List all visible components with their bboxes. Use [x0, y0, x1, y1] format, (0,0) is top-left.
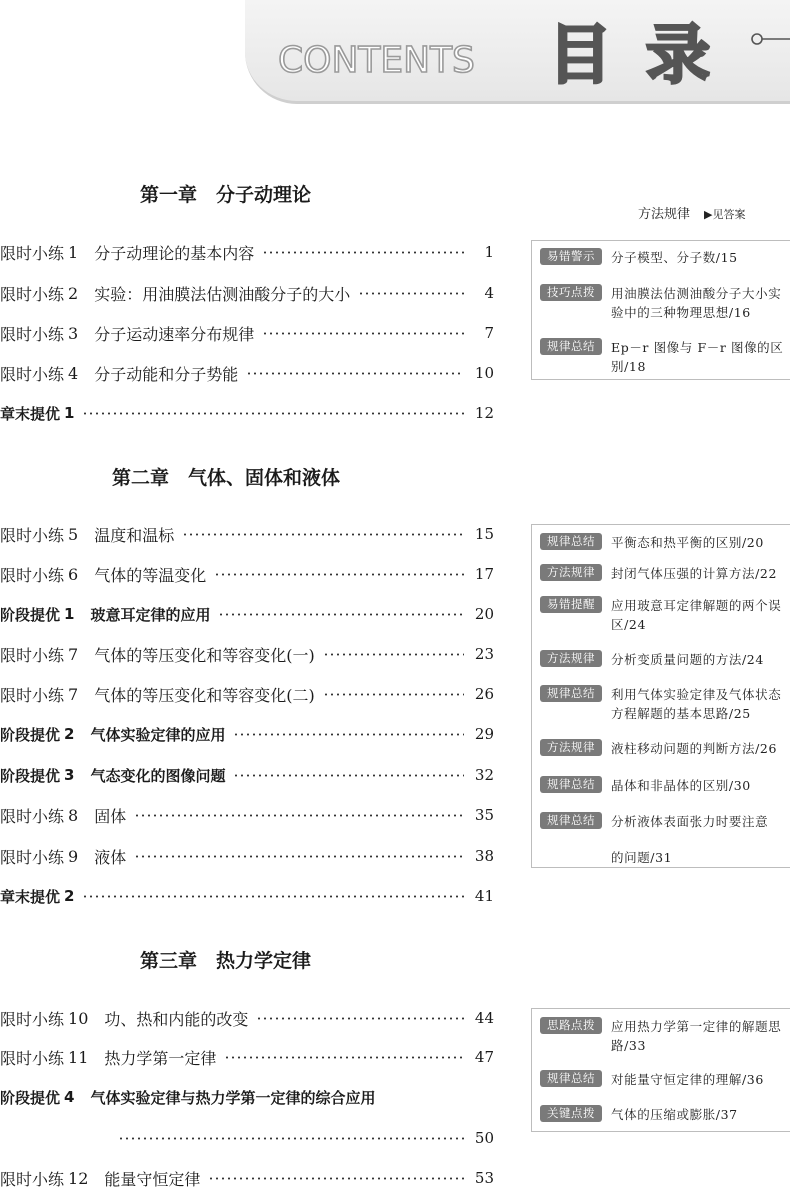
- item-label: 阶段提优: [0, 766, 61, 785]
- item-title: 气体实验定律的应用: [90, 725, 226, 744]
- page-number: 20: [474, 605, 494, 623]
- tip-tag: 方法规律: [540, 739, 602, 756]
- item-number: 4: [68, 363, 79, 383]
- leader-dots: [214, 573, 464, 576]
- toc-row[interactable]: [0, 884, 494, 908]
- tip-text: 分析液体表面张力时要注意: [611, 814, 769, 829]
- leader-dots: [233, 774, 464, 777]
- tip-text: Ep－r 图像与 F－r 图像的区别/18: [611, 340, 784, 374]
- item-label: 限时小练: [0, 645, 65, 665]
- toc-row[interactable]: [0, 803, 494, 827]
- tip-text: 用油膜法估测油酸分子大小实验中的三种物理思想/16: [611, 286, 782, 320]
- leader-dots: [233, 733, 464, 736]
- tip-text: 分子模型、分子数/15: [611, 250, 738, 265]
- toc-row[interactable]: [0, 321, 494, 345]
- item-title: 气态变化的图像问题: [90, 766, 226, 785]
- toc-row[interactable]: [0, 281, 494, 305]
- toc-row[interactable]: [0, 240, 494, 264]
- page-number: 15: [474, 525, 494, 543]
- tip-tag: 易错警示: [540, 248, 602, 265]
- method-label: 方法规律: [638, 207, 691, 222]
- item-title: 功、热和内能的改变: [104, 1009, 249, 1029]
- tip-text: 封闭气体压强的计算方法/22: [611, 566, 778, 581]
- toc-row[interactable]: [0, 1166, 494, 1190]
- tip-text: 应用玻意耳定律解题的两个误区/24: [611, 598, 782, 632]
- item-label: 限时小练: [0, 284, 65, 304]
- toc-row[interactable]: [0, 562, 494, 586]
- item-title: 液体: [94, 847, 127, 867]
- page-number: 12: [474, 404, 494, 422]
- item-label: 限时小练: [0, 565, 65, 585]
- leader-dots: [358, 292, 464, 295]
- tip-tag: 易错提醒: [540, 596, 602, 613]
- tip-text: 的问题/31: [611, 850, 673, 865]
- chapter-3-title: 第三章 热力学定律: [140, 950, 312, 972]
- tip-text: 平衡态和热平衡的区别/20: [611, 535, 764, 550]
- page-number: 4: [484, 284, 494, 302]
- tip-tag: 规律总结: [540, 812, 602, 829]
- leader-dots: [208, 1177, 464, 1180]
- toc-row[interactable]: [0, 763, 494, 787]
- item-title: 气体的等压变化和等容变化(二): [94, 685, 315, 705]
- leader-dots: [118, 1137, 464, 1140]
- page-number: 29: [474, 725, 494, 743]
- item-number: 2: [64, 887, 75, 905]
- item-label: 限时小练: [0, 1169, 65, 1189]
- tip-text: 晶体和非晶体的区别/30: [611, 778, 751, 793]
- item-number: 1: [64, 404, 75, 422]
- leader-dots: [218, 613, 464, 616]
- item-title: 温度和温标: [94, 525, 175, 545]
- page-number: 1: [484, 243, 494, 261]
- tip-text: 利用气体实验定律及气体状态方程解题的基本思路/25: [611, 687, 782, 721]
- tips-box: [531, 1008, 790, 1132]
- see-answer-label: ▶见答案: [704, 208, 746, 221]
- item-label: 限时小练: [0, 364, 65, 384]
- page-number: 50: [474, 1129, 494, 1147]
- item-label: 限时小练: [0, 525, 65, 545]
- toc-row[interactable]: [0, 844, 494, 868]
- tip-tag: 规律总结: [540, 533, 602, 550]
- item-label: 限时小练: [0, 847, 65, 867]
- toc-row[interactable]: [0, 401, 494, 425]
- decoration-icon: [750, 32, 790, 46]
- tips-box: [531, 524, 790, 868]
- item-title: 气体的等压变化和等容变化(一): [94, 645, 315, 665]
- page-number: 38: [474, 847, 494, 865]
- chapter-1-title: 第一章 分子动理论: [140, 184, 312, 206]
- item-label: 限时小练: [0, 1009, 65, 1029]
- item-title: 能量守恒定律: [104, 1169, 201, 1189]
- leader-dots: [262, 332, 464, 335]
- tip-tag: 方法规律: [540, 650, 602, 667]
- toc-row[interactable]: [0, 1085, 494, 1109]
- tip-text: 分析变质量问题的方法/24: [611, 652, 764, 667]
- toc-row[interactable]: [0, 361, 494, 385]
- item-title: 气体实验定律与热力学第一定律的综合应用: [90, 1088, 376, 1107]
- tip-tag: 方法规律: [540, 564, 602, 581]
- item-title: 玻意耳定律的应用: [90, 605, 211, 624]
- item-number: 1: [64, 605, 75, 623]
- tip-tag: 技巧点拨: [540, 284, 602, 301]
- tip-tag: 规律总结: [540, 338, 602, 355]
- tip-tag: 规律总结: [540, 776, 602, 793]
- toc-row-continued[interactable]: [0, 1126, 494, 1150]
- toc-row[interactable]: [0, 1006, 494, 1030]
- toc-row[interactable]: [0, 602, 494, 626]
- contents-title: CONTENTS: [278, 40, 475, 81]
- page-number: 53: [474, 1169, 494, 1187]
- tip-tag: 规律总结: [540, 685, 602, 702]
- method-legend: [638, 203, 745, 222]
- leader-dots: [82, 895, 464, 898]
- item-label: 限时小练: [0, 685, 65, 705]
- tip-text: 气体的压缩或膨胀/37: [611, 1107, 738, 1122]
- item-label: 章末提优: [0, 887, 61, 906]
- item-label: 阶段提优: [0, 1088, 61, 1107]
- item-number: 1: [68, 242, 79, 262]
- leader-dots: [262, 251, 464, 254]
- item-number: 4: [64, 1088, 75, 1106]
- item-number: 8: [68, 805, 79, 825]
- leader-dots: [246, 372, 464, 375]
- leader-dots: [224, 1056, 464, 1059]
- item-number: 12: [68, 1168, 89, 1188]
- leader-dots: [323, 693, 464, 696]
- item-number: 2: [68, 283, 79, 303]
- item-number: 10: [68, 1008, 89, 1028]
- page-number: 7: [484, 324, 494, 342]
- page-number: 17: [474, 565, 494, 583]
- item-label: 限时小练: [0, 243, 65, 263]
- page-number: 44: [474, 1009, 494, 1027]
- page-number: 10: [474, 364, 494, 382]
- chapter-2-title: 第二章 气体、固体和液体: [112, 467, 341, 489]
- item-title: 气体的等温变化: [94, 565, 207, 585]
- tip-tag: 规律总结: [540, 1070, 602, 1087]
- leader-dots: [82, 412, 464, 415]
- tip-tag: 关键点拨: [540, 1105, 602, 1122]
- item-title: 分子动理论的基本内容: [94, 243, 255, 263]
- item-label: 限时小练: [0, 1048, 65, 1068]
- page-number: 32: [474, 766, 494, 784]
- item-title: 实验：用油膜法估测油酸分子的大小: [94, 284, 351, 304]
- item-number: 11: [68, 1047, 89, 1067]
- toc-row[interactable]: [0, 682, 494, 706]
- tips-box: [531, 240, 790, 380]
- item-number: 7: [68, 644, 79, 664]
- item-title: 分子动能和分子势能: [94, 364, 239, 384]
- item-label: 限时小练: [0, 806, 65, 826]
- item-title: 固体: [94, 806, 127, 826]
- tip-text: 对能量守恒定律的理解/36: [611, 1072, 764, 1087]
- leader-dots: [134, 814, 464, 817]
- item-title: 分子运动速率分布规律: [94, 324, 255, 344]
- item-label: 阶段提优: [0, 725, 61, 744]
- leader-dots: [182, 533, 464, 536]
- toc-row[interactable]: [0, 722, 494, 746]
- item-label: 限时小练: [0, 324, 65, 344]
- leader-dots: [256, 1017, 464, 1020]
- item-number: 6: [68, 564, 79, 584]
- page-number: 35: [474, 806, 494, 824]
- item-number: 3: [64, 766, 75, 784]
- item-number: 2: [64, 725, 75, 743]
- page-number: 26: [474, 685, 494, 703]
- page-number: 23: [474, 645, 494, 663]
- item-label: 阶段提优: [0, 605, 61, 624]
- item-number: 9: [68, 846, 79, 866]
- tip-tag: 思路点拨: [540, 1017, 602, 1034]
- contents-title-cn-1: 目: [548, 19, 612, 93]
- tip-text: 应用热力学第一定律的解题思路/33: [611, 1019, 782, 1053]
- item-number: 7: [68, 684, 79, 704]
- item-label: 章末提优: [0, 404, 61, 423]
- tip-text: 液柱移动问题的判断方法/26: [611, 741, 778, 756]
- leader-dots: [323, 653, 464, 656]
- toc-row[interactable]: [0, 1045, 494, 1069]
- leader-dots: [134, 855, 464, 858]
- contents-title-cn-2: 录: [646, 19, 710, 93]
- toc-row[interactable]: [0, 642, 494, 666]
- item-title: 热力学第一定律: [104, 1048, 217, 1068]
- toc-row[interactable]: [0, 522, 494, 546]
- page-number: 41: [474, 887, 494, 905]
- item-number: 5: [68, 524, 79, 544]
- item-number: 3: [68, 323, 79, 343]
- page-number: 47: [474, 1048, 494, 1066]
